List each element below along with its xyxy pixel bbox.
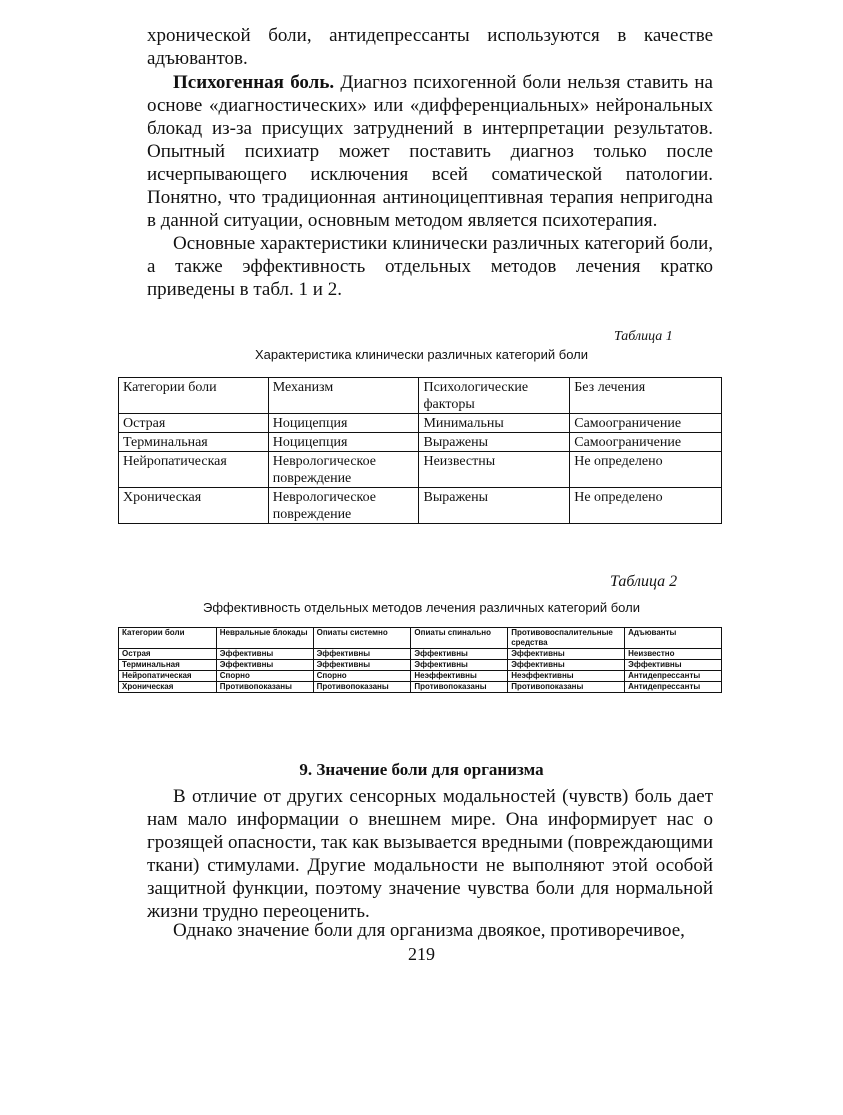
table1-row	[119, 414, 722, 433]
section-paragraph-1	[147, 785, 713, 923]
table2-title: Эффективность отдельных методов лечения различных категорий боли	[203, 600, 640, 615]
table1-cell: Острая	[119, 414, 269, 433]
table2-cell: Противопоказаны	[216, 682, 313, 693]
table2-cell: Неизвестно	[625, 649, 722, 660]
table1-cell: Хроническая	[119, 488, 269, 524]
psychogenic-pain-text: Диагноз психогенной боли нельзя ставить на основе «диагностических» или «дифференциальных» нейрональных блокад из-за присущих затруднений в интерпретации результатов. Опытный психиатр может поставить диагноз только после исчерпывающего исключения всей соматической патологии. Понятно, что традиционная антиноцицептивная терапия непригодна в данной ситуации, основным методом является психотерапия.	[147, 72, 713, 231]
table2-header-cell: Категории боли	[119, 628, 217, 649]
table1-cell: Не определено	[570, 452, 722, 488]
section-paragraph-2-text: Однако значение боли для организма двоякое, противоречивое,	[173, 920, 685, 941]
table1-header-cell: Категории боли	[119, 378, 269, 414]
table2-header-cell: Противовоспалительные средства	[508, 628, 625, 649]
table1-row	[119, 488, 722, 524]
table2-header-cell: Опиаты спинально	[411, 628, 508, 649]
table2-cell: Эффективны	[216, 660, 313, 671]
table1-cell: Терминальная	[119, 433, 269, 452]
table1-cell: Ноцицепция	[268, 433, 419, 452]
continuation-paragraph	[147, 24, 713, 70]
table1-header-cell: Без лечения	[570, 378, 722, 414]
table2-cell: Противопоказаны	[508, 682, 625, 693]
section-heading: 9. Значение боли для организма	[299, 760, 544, 779]
table2-cell: Неэффективны	[508, 671, 625, 682]
table2-cell: Противопоказаны	[313, 682, 411, 693]
table2-cell: Неэффективны	[411, 671, 508, 682]
table2-cell: Спорно	[216, 671, 313, 682]
psychogenic-pain-paragraph	[147, 71, 713, 232]
table1-cell: Минимальны	[419, 414, 570, 433]
table2-row	[119, 660, 722, 671]
table2-cell: Эффективны	[508, 660, 625, 671]
table2-cell: Эффективны	[313, 649, 411, 660]
table2-header-cell: Невральные блокады	[216, 628, 313, 649]
table1	[118, 377, 722, 524]
table1-cell: Ноцицепция	[268, 414, 419, 433]
table1-cell: Не определено	[570, 488, 722, 524]
table2-label: Таблица 2	[610, 573, 678, 590]
table2-header-cell: Адъюванты	[625, 628, 722, 649]
table2-cell: Спорно	[313, 671, 411, 682]
table1-cell: Выражены	[419, 433, 570, 452]
table2	[118, 627, 722, 693]
table1-header-row	[119, 378, 722, 414]
table1-title: Характеристика клинически различных категорий боли	[254, 347, 589, 362]
table1-header-cell: Механизм	[268, 378, 419, 414]
table2-cell: Противопоказаны	[411, 682, 508, 693]
page-number: 219	[408, 944, 435, 964]
table2-header-row	[119, 628, 722, 649]
table1-cell: Самоограничение	[570, 414, 722, 433]
table2-cell: Антидепрессанты	[625, 671, 722, 682]
table2-cell: Эффективны	[216, 649, 313, 660]
table2-row	[119, 682, 722, 693]
summary-text: Основные характеристики клинически различных категорий боли, а также эффективность отдельных методов лечения кратко приведены в табл. 1 и 2.	[147, 233, 713, 300]
table2-cell: Нейропатическая	[119, 671, 217, 682]
table1-cell: Неизвестны	[419, 452, 570, 488]
table2-cell: Эффективны	[625, 660, 722, 671]
table2-row	[119, 649, 722, 660]
table1-cell: Неврологическое повреждение	[268, 488, 419, 524]
table2-cell: Антидепрессанты	[625, 682, 722, 693]
table1-cell: Нейропатическая	[119, 452, 269, 488]
psychogenic-pain-lead: Психогенная боль.	[173, 72, 335, 93]
section-paragraph-1-text: В отличие от других сенсорных модальностей (чувств) боль дает нам мало информации о внешнем мире. Она информирует нас о грозящей опасности, так как вызывается вредными (повреждающими ткани) стимулами. Другие модальности не выполняют этой особой защитной функции, поэтому значение чувства боли для нормальной жизни трудно переоценить.	[147, 786, 713, 922]
table1-cell: Неврологическое повреждение	[268, 452, 419, 488]
summary-paragraph	[147, 232, 713, 301]
table2-cell: Эффективны	[411, 649, 508, 660]
continuation-text: хронической боли, антидепрессанты используются в качестве адъювантов.	[147, 25, 713, 69]
table2-cell: Терминальная	[119, 660, 217, 671]
table2-header-cell: Опиаты системно	[313, 628, 411, 649]
table2-cell: Острая	[119, 649, 217, 660]
table1-row	[119, 433, 722, 452]
table1-header-cell: Психологические факторы	[419, 378, 570, 414]
table1-cell: Самоограничение	[570, 433, 722, 452]
section-paragraph-2	[147, 919, 713, 942]
table2-cell: Эффективны	[411, 660, 508, 671]
table2-row	[119, 671, 722, 682]
table1-row	[119, 452, 722, 488]
table1-cell: Выражены	[419, 488, 570, 524]
table2-cell: Эффективны	[313, 660, 411, 671]
table2-cell: Эффективны	[508, 649, 625, 660]
table2-cell: Хроническая	[119, 682, 217, 693]
table1-label: Таблица 1	[614, 329, 673, 344]
